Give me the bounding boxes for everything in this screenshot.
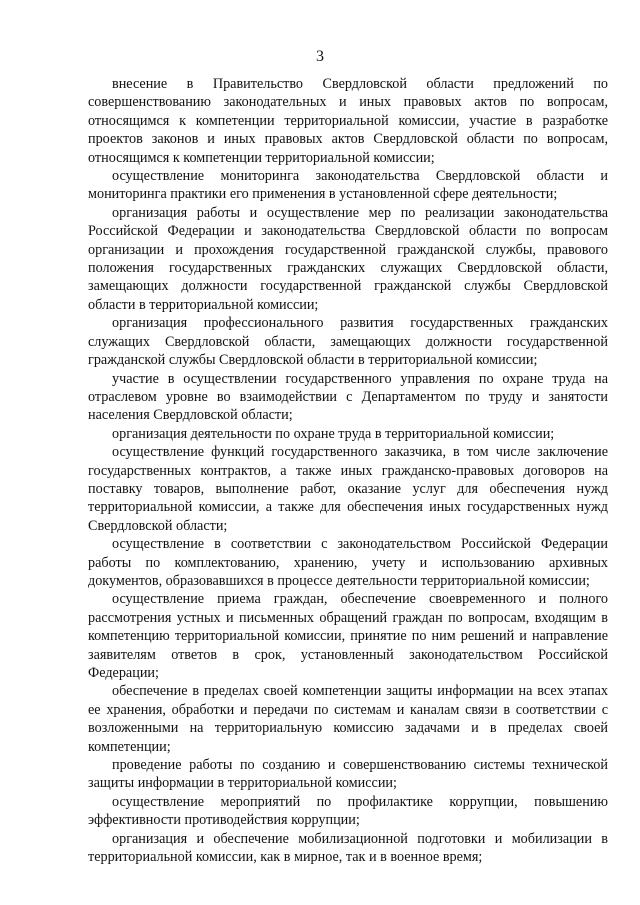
- paragraph: организация работы и осуществление мер по реализации законодательства Российской Федерации и законодательства Свердловской области по вопросам организации и прохождения государственной гражданской службы, правового положения государственных гражданских служащих Свердловской области, замещающих должности государственной гражданской службы Свердловской области в территориальной комиссии;: [88, 204, 608, 313]
- paragraph: осуществление функций государственного заказчика, в том числе заключение государственных контрактов, а также иных гражданско-правовых договоров на поставку товаров, выполнение работ, оказание услуг для обеспечения нужд территориальной комиссии, а также для обеспечения иных государственных нужд Свердловской области;: [88, 444, 608, 534]
- paragraph: осуществление мониторинга законодательства Свердловской области и мониторинга практики его применения в установленной сфере деятельности;: [88, 168, 608, 203]
- page-number: 3: [316, 48, 324, 65]
- paragraph: осуществление мероприятий по профилактике коррупции, повышению эффективности противодействия коррупции;: [88, 793, 608, 829]
- paragraph: организация и обеспечение мобилизационной подготовки и мобилизации в территориальной комиссии, как в мирное, так и в военное время;: [88, 830, 608, 866]
- paragraph: организация деятельности по охране труда в территориальной комиссии;: [112, 425, 555, 442]
- paragraph: проведение работы по созданию и совершенствованию системы технической защиты информации в территориальной комиссии;: [88, 757, 608, 792]
- paragraph: осуществление в соответствии с законодательством Российской Федерации работы по комплектованию, хранению, учету и использованию архивных документов, образовавшихся в процессе деятельности территориальной комиссии;: [88, 536, 608, 589]
- document-body: [88, 75, 608, 866]
- paragraph: обеспечение в пределах своей компетенции защиты информации на всех этапах ее хранения, обработки и передачи по системам и каналам связи в соответствии с возложенными на территориальную комиссию задачами и в пределах своей компетенции;: [88, 683, 608, 755]
- paragraph: осуществление приема граждан, обеспечение своевременного и полного рассмотрения устных и письменных обращений граждан по вопросам, входящим в компетенцию территориальной комиссии, принятие по ним решений и направление заявителям ответов в срок, установленный законодательством Российской Федерации;: [88, 591, 608, 681]
- paragraph: внесение в Правительство Свердловской области предложений по совершенствованию законодательных и иных правовых актов по вопросам, относящимся к компетенции территориальной комиссии, участие в разработке проектов законов и иных правовых актов Свердловской области по вопросам, относящимся к компетенции территориальной комиссии;: [88, 76, 608, 166]
- paragraph: участие в осуществлении государственного управления по охране труда на отраслевом уровне во взаимодействии с Департаментом по труду и занятости населения Свердловской области;: [88, 370, 608, 424]
- paragraph: организация профессионального развития государственных гражданских служащих Свердловской области, замещающих должности государственной гражданской службы Свердловской области в территориальной комиссии;: [88, 315, 608, 369]
